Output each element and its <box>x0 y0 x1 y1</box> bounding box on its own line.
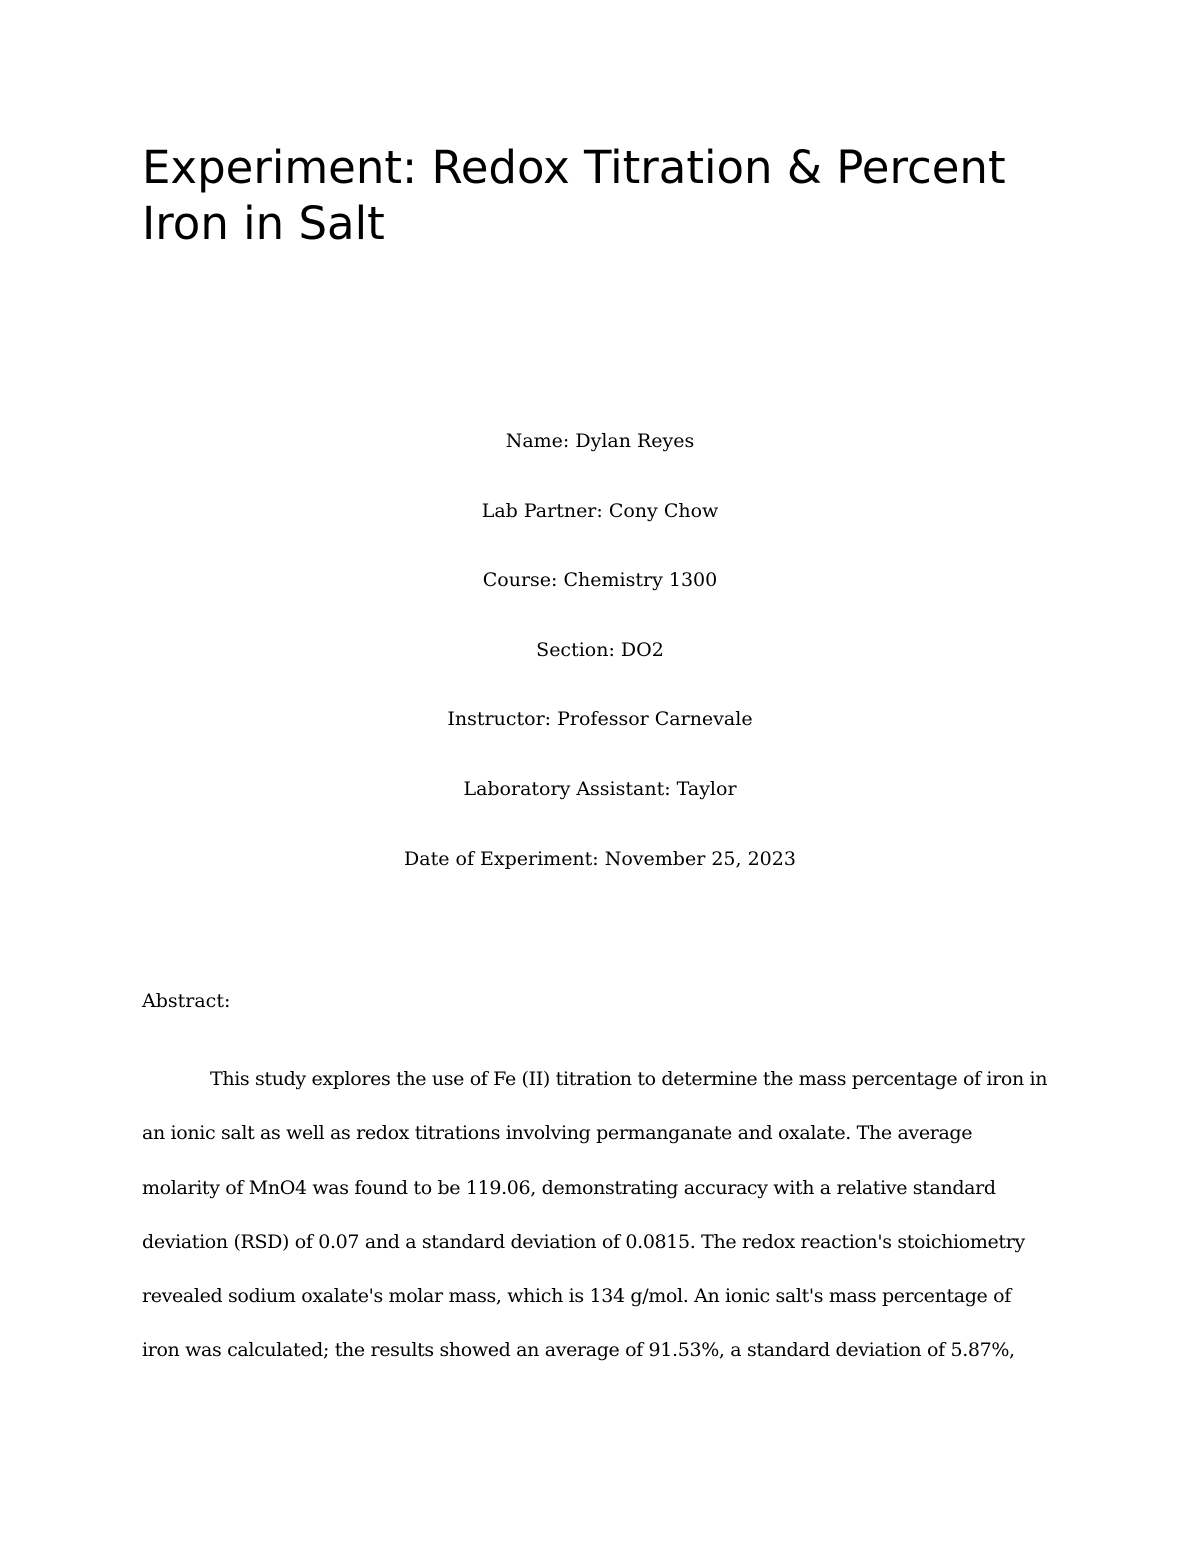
abstract-line: molarity of MnO4 was found to be 119.06, demonstrating accuracy with a relative standard <box>142 1176 996 1199</box>
course: Course: Chemistry 1300 <box>482 569 718 592</box>
instructor: Instructor: Professor Carnevale <box>447 708 753 731</box>
lab-assistant: Laboratory Assistant: Taylor <box>463 777 737 800</box>
author-name: Name: Dylan Reyes <box>505 430 695 452</box>
abstract-line: iron was calculated; the results showed an average of 91.53%, a standard deviation of 5.87%, <box>142 1339 1015 1362</box>
experiment-date: Date of Experiment: November 25, 2023 <box>404 847 796 870</box>
abstract-line: an ionic salt as well as redox titrations involving permanganate and oxalate. The average <box>142 1122 973 1145</box>
abstract-line: This study explores the use of Fe (II) titration to determine the mass percentage of iron in <box>210 1068 1048 1090</box>
abstract-line: revealed sodium oxalate's molar mass, which is 134 g/mol. An ionic salt's mass percentage of <box>142 1285 1011 1308</box>
abstract-paragraph <box>142 1052 1072 1378</box>
document-title: Experiment: Redox Titration & Percent Iron in Salt <box>142 141 1006 250</box>
abstract-heading: Abstract: <box>142 990 231 1012</box>
section: Section: DO2 <box>536 638 664 661</box>
abstract-line: deviation (RSD) of 0.07 and a standard deviation of 0.0815. The redox reaction's stoichiometry <box>142 1230 1025 1253</box>
author-info-block <box>142 424 1058 911</box>
lab-partner: Lab Partner: Cony Chow <box>481 499 719 522</box>
